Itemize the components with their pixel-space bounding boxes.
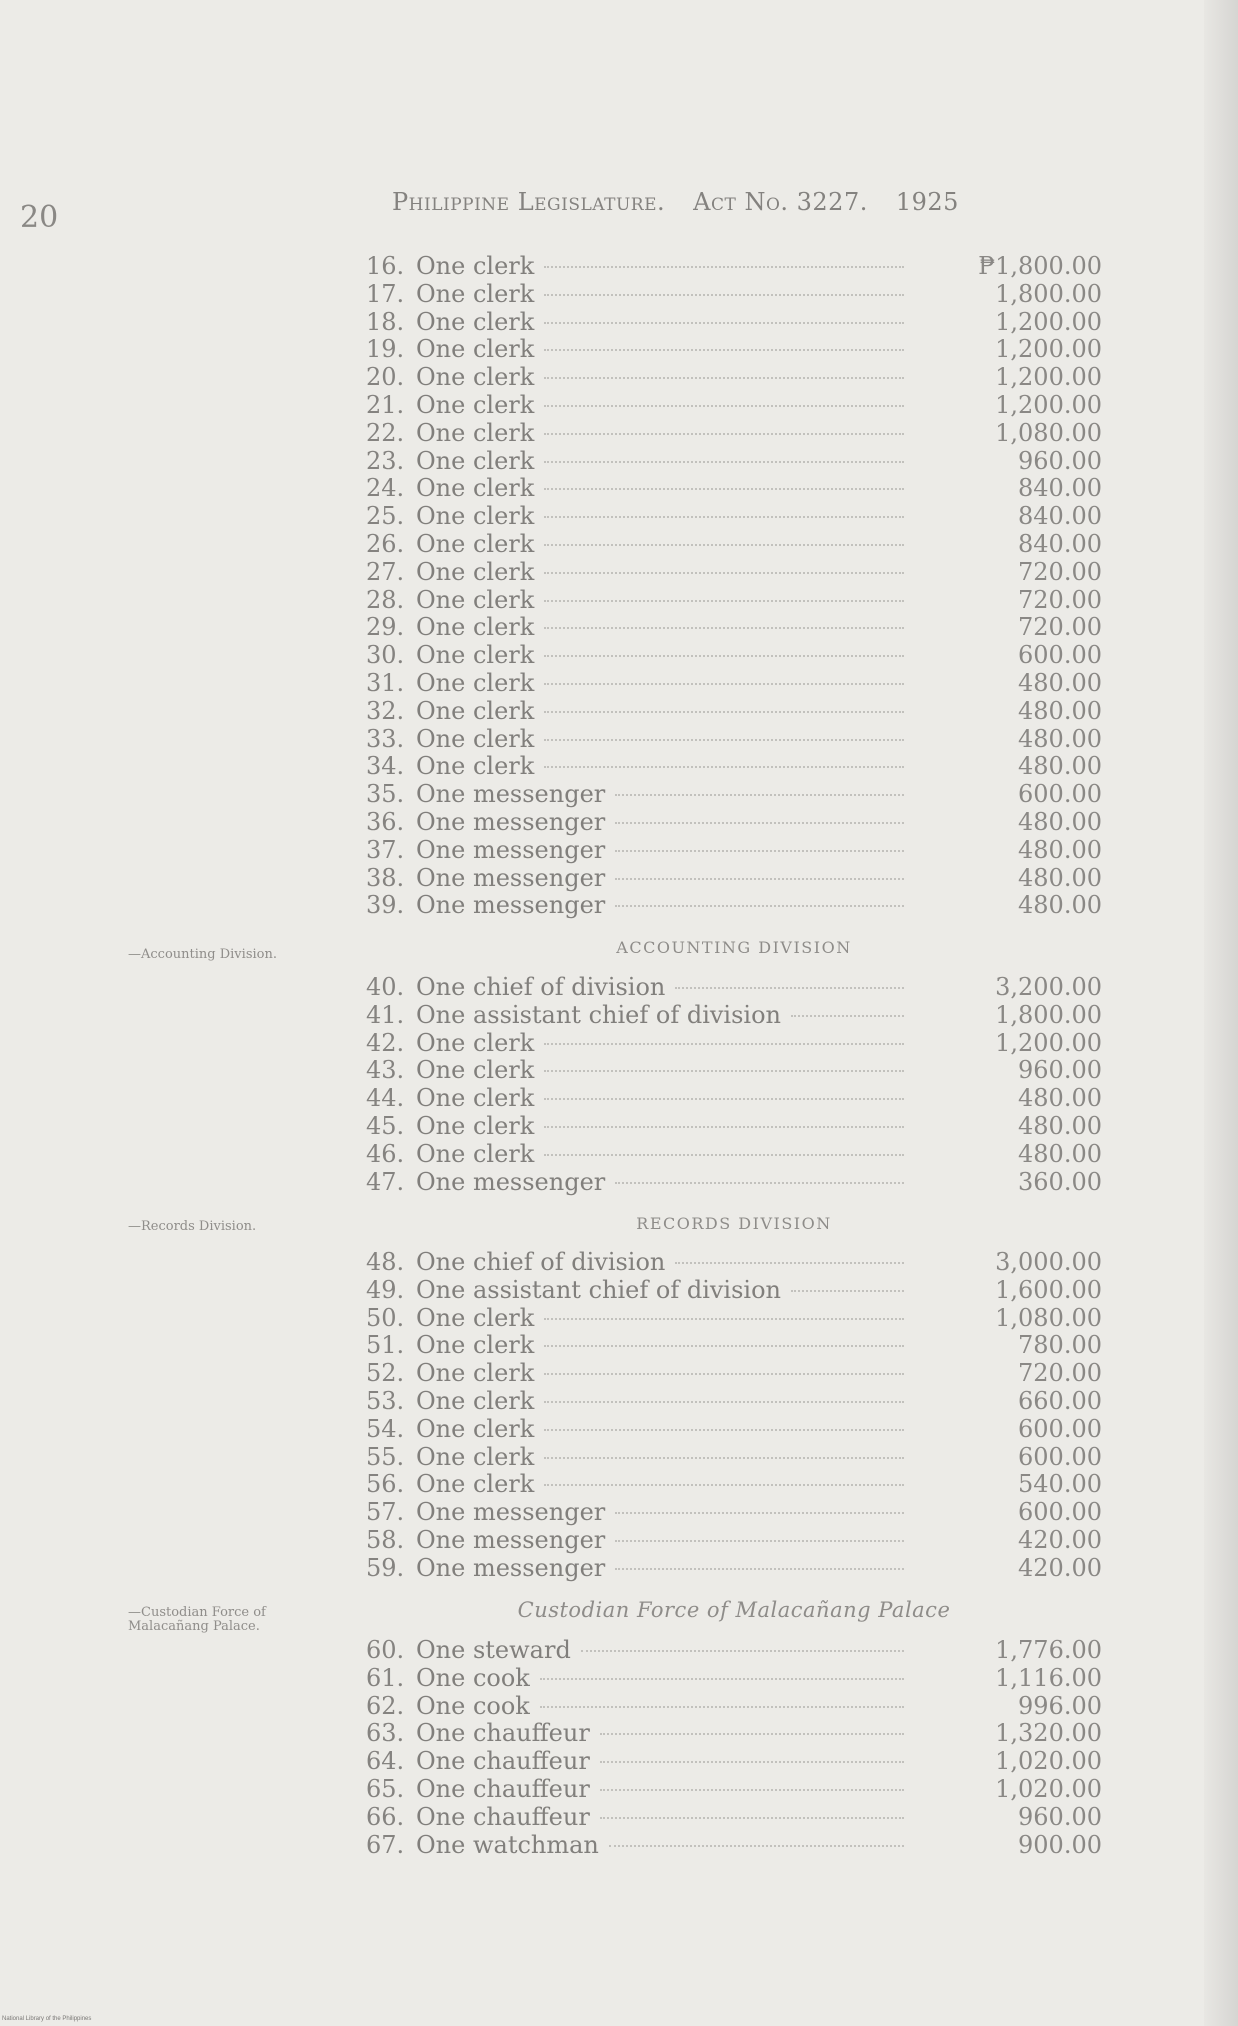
dot-leader [544,766,904,768]
item-amount: 420.00 [1018,1525,1102,1554]
item-amount: 660.00 [1018,1386,1102,1415]
dot-leader [544,600,904,602]
dot-leader [544,377,904,379]
dot-leader [544,627,904,629]
line-item [366,419,1102,447]
line-item [366,891,1102,919]
line-item [366,1387,1102,1415]
dot-leader [544,1070,904,1072]
item-description: One clerk [416,252,535,280]
item-amount: 480.00 [1018,668,1102,697]
dot-leader [615,822,904,824]
item-description: One steward [416,1636,571,1664]
item-description: One clerk [416,1303,535,1332]
item-amount: 900.00 [1018,1830,1102,1859]
line-item [366,1470,1102,1498]
line-item [366,308,1102,336]
section-heading-accounting: ACCOUNTING DIVISION [616,938,852,957]
item-number: 34. [366,752,405,781]
item-amount: ₱1,800.00 [978,252,1102,280]
appropriation-list-records [366,1248,1102,1582]
item-number: 39. [366,891,405,920]
line-item [366,1831,1102,1859]
item-amount: 1,800.00 [995,279,1102,308]
line-item [366,1029,1102,1057]
item-description: One assistant chief of division [416,1275,782,1304]
item-description: One chauffeur [416,1774,590,1803]
line-item [366,280,1102,308]
item-number: 25. [366,502,405,531]
item-number: 59. [366,1553,405,1582]
item-amount: 1,600.00 [995,1275,1102,1304]
line-item [366,1001,1102,1029]
dot-leader [544,544,904,546]
line-item [366,836,1102,864]
item-description: One clerk [416,1056,535,1085]
item-number: 40. [366,973,405,1001]
dot-leader [544,1429,904,1431]
item-number: 67. [366,1830,405,1859]
item-amount: 840.00 [1018,529,1102,558]
line-item [366,752,1102,780]
line-item [366,1415,1102,1443]
item-description: One messenger [416,835,606,864]
line-item [366,447,1102,475]
item-number: 23. [366,446,405,475]
line-item [366,1276,1102,1304]
item-amount: 480.00 [1018,1111,1102,1140]
item-number: 51. [366,1331,405,1360]
dot-leader [544,349,904,351]
item-number: 45. [366,1111,405,1140]
item-number: 37. [366,835,405,864]
dot-leader [544,1126,904,1128]
item-description: One messenger [416,807,606,836]
line-item [366,1248,1102,1276]
item-description: One clerk [416,502,535,531]
item-amount: 1,200.00 [995,390,1102,419]
item-number: 56. [366,1470,405,1499]
dot-leader [544,294,904,296]
item-amount: 600.00 [1018,1498,1102,1527]
line-item [366,613,1102,641]
line-item [366,1112,1102,1140]
dot-leader [544,488,904,490]
item-amount: 720.00 [1018,1359,1102,1388]
appropriation-list-accounting [366,973,1102,1195]
item-description: One clerk [416,335,535,364]
item-number: 42. [366,1028,405,1057]
line-item [366,641,1102,669]
item-number: 19. [366,335,405,364]
dot-leader [544,739,904,741]
item-number: 52. [366,1359,405,1388]
dot-leader [544,572,904,574]
item-amount: 420.00 [1018,1553,1102,1582]
item-number: 32. [366,696,405,725]
dot-leader [544,461,904,463]
item-amount: 840.00 [1018,502,1102,531]
line-item [366,1331,1102,1359]
item-number: 46. [366,1139,405,1168]
item-number: 30. [366,641,405,670]
item-number: 43. [366,1056,405,1085]
item-number: 26. [366,529,405,558]
item-description: One clerk [416,529,535,558]
line-item [366,391,1102,419]
item-description: One clerk [416,668,535,697]
item-amount: 480.00 [1018,1084,1102,1113]
dot-leader [615,1512,904,1514]
item-amount: 3,200.00 [995,973,1102,1001]
item-description: One clerk [416,1442,535,1471]
item-number: 53. [366,1386,405,1415]
item-description: One clerk [416,585,535,614]
item-amount: 1,200.00 [995,1028,1102,1057]
item-number: 54. [366,1414,405,1443]
margin-note-records: —Records Division. [128,1219,257,1234]
dot-leader [544,1098,904,1100]
line-item [366,1304,1102,1332]
item-description: One clerk [416,390,535,419]
item-description: One cook [416,1663,530,1692]
line-item [366,725,1102,753]
item-number: 64. [366,1747,405,1776]
dot-leader [581,1650,904,1652]
item-description: One clerk [416,641,535,670]
item-description: One clerk [416,724,535,753]
dot-leader [544,433,904,435]
item-amount: 360.00 [1018,1167,1102,1196]
item-description: One clerk [416,1470,535,1499]
item-amount: 996.00 [1018,1691,1102,1720]
item-amount: 600.00 [1018,1414,1102,1443]
item-description: One chief of division [416,973,666,1001]
item-description: One messenger [416,780,606,809]
item-amount: 1,200.00 [995,335,1102,364]
item-description: One messenger [416,1553,606,1582]
dot-leader [544,1318,904,1320]
item-description: One clerk [416,1331,535,1360]
line-item [366,1084,1102,1112]
item-number: 20. [366,363,405,392]
dot-leader [544,683,904,685]
item-number: 31. [366,668,405,697]
item-description: One clerk [416,1139,535,1168]
line-item [366,973,1102,1001]
dot-leader [615,1568,904,1570]
page-edge-shadow [1204,0,1238,2026]
item-number: 27. [366,557,405,586]
item-number: 16. [366,252,405,280]
item-amount: 540.00 [1018,1470,1102,1499]
page-number: 20 [20,200,59,235]
dot-leader [615,1182,904,1184]
item-amount: 480.00 [1018,724,1102,753]
item-number: 50. [366,1303,405,1332]
dot-leader [544,1043,904,1045]
item-amount: 1,080.00 [995,418,1102,447]
item-amount: 3,000.00 [995,1248,1102,1276]
item-amount: 960.00 [1018,1802,1102,1831]
item-number: 28. [366,585,405,614]
line-item [366,669,1102,697]
item-description: One clerk [416,613,535,642]
item-amount: 1,116.00 [995,1663,1102,1692]
item-number: 44. [366,1084,405,1113]
line-item [366,1692,1102,1720]
running-head-act: Act No. 3227. [693,188,868,216]
item-description: One clerk [416,1084,535,1113]
item-description: One clerk [416,418,535,447]
dot-leader [615,850,904,852]
line-item [366,502,1102,530]
dot-leader [791,1015,904,1017]
item-number: 41. [366,1000,405,1029]
item-description: One messenger [416,863,606,892]
item-amount: 780.00 [1018,1331,1102,1360]
item-amount: 720.00 [1018,557,1102,586]
item-amount: 480.00 [1018,835,1102,864]
dot-leader [544,322,904,324]
line-item [366,558,1102,586]
line-item [366,697,1102,725]
item-description: One clerk [416,1386,535,1415]
line-item [366,1498,1102,1526]
dot-leader [544,711,904,713]
dot-leader [615,1540,904,1542]
line-item [366,1775,1102,1803]
item-number: 21. [366,390,405,419]
item-description: One clerk [416,752,535,781]
line-item [366,1168,1102,1196]
dot-leader [544,1457,904,1459]
item-amount: 1,080.00 [995,1303,1102,1332]
line-item [366,530,1102,558]
line-item [366,1443,1102,1471]
item-number: 66. [366,1802,405,1831]
item-description: One messenger [416,1525,606,1554]
item-number: 60. [366,1636,405,1664]
item-number: 22. [366,418,405,447]
item-amount: 720.00 [1018,613,1102,642]
item-description: One chief of division [416,1248,666,1276]
dot-leader [600,1761,904,1763]
appropriation-list-general [366,252,1102,919]
dot-leader [615,878,904,880]
item-amount: 1,200.00 [995,307,1102,336]
dot-leader [544,1373,904,1375]
line-item [366,864,1102,892]
dot-leader [544,266,904,268]
margin-note-accounting: —Accounting Division. [128,947,277,962]
item-amount: 1,020.00 [995,1774,1102,1803]
margin-note-custodian: —Custodian Force of Malacañang Palace. [128,1605,266,1634]
item-number: 57. [366,1498,405,1527]
dot-leader [540,1706,904,1708]
item-amount: 1,800.00 [995,1000,1102,1029]
dot-leader [615,794,904,796]
item-number: 35. [366,780,405,809]
section-heading-records: RECORDS DIVISION [636,1214,832,1233]
dot-leader [544,516,904,518]
dot-leader [544,405,904,407]
footer-credit: National Library of the Philippines [2,2016,92,2022]
line-item [366,1056,1102,1084]
item-description: One messenger [416,1167,606,1196]
item-description: One clerk [416,696,535,725]
item-description: One clerk [416,279,535,308]
line-item [366,335,1102,363]
item-description: One clerk [416,307,535,336]
line-item [366,586,1102,614]
line-item [366,1747,1102,1775]
line-item [366,1359,1102,1387]
item-number: 62. [366,1691,405,1720]
item-amount: 600.00 [1018,641,1102,670]
line-item [366,1140,1102,1168]
item-description: One clerk [416,1359,535,1388]
dot-leader [544,1484,904,1486]
item-amount: 1,020.00 [995,1747,1102,1776]
item-number: 48. [366,1248,405,1276]
item-description: One clerk [416,1111,535,1140]
dot-leader [540,1678,904,1680]
item-description: One clerk [416,1028,535,1057]
line-item [366,1526,1102,1554]
item-number: 36. [366,807,405,836]
item-amount: 480.00 [1018,891,1102,920]
item-number: 38. [366,863,405,892]
item-description: One cook [416,1691,530,1720]
line-item [366,1803,1102,1831]
dot-leader [600,1817,904,1819]
item-amount: 480.00 [1018,863,1102,892]
item-amount: 1,776.00 [995,1636,1102,1664]
line-item [366,363,1102,391]
appropriation-list-custodian [366,1636,1102,1858]
item-description: One assistant chief of division [416,1000,782,1029]
item-number: 63. [366,1719,405,1748]
line-item [366,252,1102,280]
dot-leader [544,1154,904,1156]
dot-leader [600,1789,904,1791]
dot-leader [675,1262,904,1264]
item-amount: 960.00 [1018,1056,1102,1085]
line-item [366,474,1102,502]
item-description: One chauffeur [416,1747,590,1776]
dot-leader [615,905,904,907]
item-amount: 1,200.00 [995,363,1102,392]
item-description: One chauffeur [416,1802,590,1831]
item-description: One clerk [416,1414,535,1443]
line-item [366,1554,1102,1582]
item-amount: 720.00 [1018,585,1102,614]
item-description: One clerk [416,446,535,475]
line-item [366,1664,1102,1692]
dot-leader [600,1733,904,1735]
item-number: 17. [366,279,405,308]
item-description: One clerk [416,557,535,586]
dot-leader [544,1345,904,1347]
item-amount: 480.00 [1018,807,1102,836]
line-item [366,1719,1102,1747]
item-number: 24. [366,474,405,503]
item-number: 33. [366,724,405,753]
item-amount: 960.00 [1018,446,1102,475]
item-description: One chauffeur [416,1719,590,1748]
item-amount: 480.00 [1018,1139,1102,1168]
item-description: One clerk [416,474,535,503]
item-number: 18. [366,307,405,336]
dot-leader [544,655,904,657]
item-description: One messenger [416,1498,606,1527]
item-amount: 840.00 [1018,474,1102,503]
item-number: 49. [366,1275,405,1304]
item-description: One clerk [416,363,535,392]
item-number: 47. [366,1167,405,1196]
dot-leader [609,1845,904,1847]
item-amount: 600.00 [1018,1442,1102,1471]
line-item [366,1636,1102,1664]
item-number: 29. [366,613,405,642]
running-head-title: Philippine Legislature. [392,188,666,216]
item-description: One messenger [416,891,606,920]
line-item [366,808,1102,836]
item-number: 61. [366,1663,405,1692]
item-amount: 480.00 [1018,752,1102,781]
line-item [366,780,1102,808]
item-description: One watchman [416,1830,599,1859]
dot-leader [791,1290,904,1292]
item-number: 55. [366,1442,405,1471]
running-head-year: 1925 [895,188,959,216]
item-amount: 480.00 [1018,696,1102,725]
dot-leader [544,1401,904,1403]
item-amount: 600.00 [1018,780,1102,809]
running-head [392,188,1032,216]
section-heading-custodian: Custodian Force of Malacañang Palace [517,1598,951,1622]
item-number: 65. [366,1774,405,1803]
item-number: 58. [366,1525,405,1554]
item-amount: 1,320.00 [995,1719,1102,1748]
dot-leader [675,987,904,989]
